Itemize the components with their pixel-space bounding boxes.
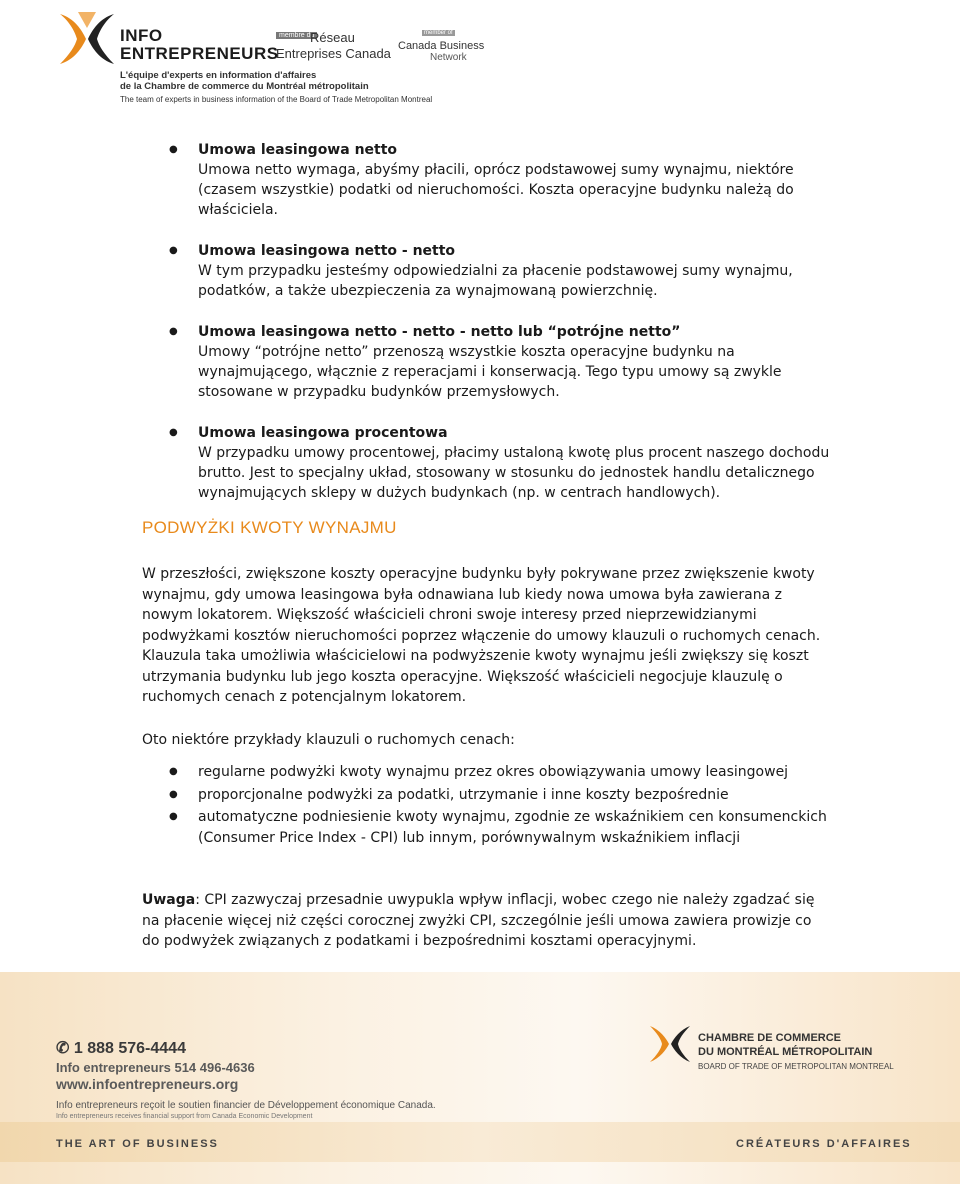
brand-name-line1: INFO <box>120 26 163 45</box>
createurs-slogan: CRÉATEURS D'AFFAIRES <box>736 1138 912 1150</box>
chamber-line2: DU MONTRÉAL MÉTROPOLITAIN <box>698 1046 873 1058</box>
list-item <box>198 140 838 220</box>
footer-local-phone: Info entrepreneurs 514 496-4636 <box>56 1060 255 1075</box>
footer-phone <box>56 1038 186 1058</box>
lease-title: ● Umowa leasingowa procentowa <box>198 425 448 441</box>
page-footer <box>0 972 960 1184</box>
list-item <box>198 322 838 402</box>
chamber-line1: CHAMBRE DE COMMERCE <box>698 1032 841 1044</box>
lease-types-list <box>198 140 838 524</box>
partner2-line2: Network <box>430 52 467 63</box>
list-item <box>198 241 838 301</box>
partner1-small-label: membre du <box>276 32 317 39</box>
footer-website-link[interactable]: www.infoentrepreneurs.org <box>56 1076 239 1092</box>
list-item: ● regularne podwyżki kwoty wynajmu przez okres obowiązywania umowy leasingowej <box>198 762 838 783</box>
lease-description: Umowa netto wymaga, abyśmy płacili, oprócz podstawowej sumy wynajmu, niektóre (czasem wszystkie) podatki od nieruchomości. Koszta operacyjne budynku należą do właściciela. <box>198 162 794 218</box>
tagline-fr-2: de la Chambre de commerce du Montréal métropolitain <box>120 81 369 92</box>
lease-description: W tym przypadku jesteśmy odpowiedzialni za płacenie podstawowej sumy wynajmu, podatków, a także ubezpieczenia za wynajmowaną powierzchnię. <box>198 263 793 299</box>
lease-description: W przypadku umowy procentowej, płacimy ustaloną kwotę plus procent naszego dochodu brutto. Jest to specjalny układ, stosowany w stosunku do jednostek handlu detalicznego wynajmujących sklepy w dużych budynkach (np. w centrach handlowych). <box>198 445 830 501</box>
phone-icon: ✆ <box>56 1040 74 1057</box>
examples-list <box>198 762 838 850</box>
list-item: ● proporcjonalne podwyżki za podatki, utrzymanie i inne koszty bezpośrednie <box>198 785 838 806</box>
lease-title: ● Umowa leasingowa netto - netto - netto lub “potrójne netto” <box>198 324 681 340</box>
note-text: : CPI zazwyczaj przesadnie uwypukla wpływ inflacji, wobec czego nie należy zgadzać się na płacenie więcej niż części corocznej zwyżki CPI, szczególnie jeśli umowa zawiera prowizje co do podwyżek związanych z podatkami i bezpośrednimi kosztami operacyjnymi. <box>142 892 815 949</box>
lease-title: ● Umowa leasingowa netto <box>198 142 398 158</box>
info-entrepreneurs-logo-icon <box>56 8 118 70</box>
chamber-line3: BOARD OF TRADE OF METROPOLITAN MONTREAL <box>698 1062 894 1071</box>
tagline-fr-1: L'équipe d'experts en information d'affaires <box>120 70 317 81</box>
partner2-small-label: member of <box>424 30 453 36</box>
tagline-en: The team of experts in business information of the Board of Trade Metropolitan Montreal <box>120 95 433 104</box>
examples-intro: Oto niektóre przykłady klauzuli o ruchomych cenach: <box>142 732 515 748</box>
partner2-line1: Canada Business <box>398 40 485 52</box>
footer-phone-number: 1 888 576-4444 <box>73 1040 186 1057</box>
art-of-business-slogan: THE ART OF BUSINESS <box>56 1138 219 1150</box>
partner1-line2: Entreprises Canada <box>276 46 391 61</box>
chamber-logo-icon <box>648 1022 692 1066</box>
footer-support-en: Info entrepreneurs receives financial support from Canada Economic Development <box>56 1113 313 1120</box>
partner1-line1: Réseau <box>310 30 355 45</box>
footer-support-fr: Info entrepreneurs reçoit le soutien financier de Développement économique Canada. <box>56 1100 436 1111</box>
note-label: Uwaga <box>142 892 196 908</box>
section-paragraph: W przeszłości, zwiększone koszty operacyjne budynku były pokrywane przez zwiększenie kwoty wynajmu, gdy umowa leasingowa była odnawiana lub kiedy nowa umowa była zawierana z nowym lokatorem. Większość właścicieli chroni swoje interesy przed nieprzewidzianymi podwyżkami kosztów nieruchomości poprzez włączenie do umowy klauzuli o ruchomych cenach. Klauzula taka umożliwia właścicielowi na podwyższenie kwoty wynajmu jeśli zwiększy się koszt utrzymania budynku lub jego koszta operacyjne. Większość właścicieli negocjuje klauzulę o ruchomych cenach z potencjalnym lokatorem. <box>142 566 821 705</box>
lease-description: Umowy “potrójne netto” przenoszą wszystkie koszta operacyjne budynku na wynajmującego, włącznie z reperacjami i konserwacją. Tego typu umowy są zwykle stosowane w przypadku budynków przemysłowych. <box>198 344 782 400</box>
lease-title: ● Umowa leasingowa netto - netto <box>198 243 456 259</box>
list-item <box>198 423 838 503</box>
brand-name-line2: ENTREPRENEURS <box>120 44 279 63</box>
section-heading: PODWYŻKI KWOTY WYNAJMU <box>142 518 397 537</box>
page-header <box>0 0 960 118</box>
note-paragraph <box>142 890 822 952</box>
list-item: ● automatyczne podniesienie kwoty wynajmu, zgodnie ze wskaźnikiem cen konsumenckich (Consumer Price Index - CPI) lub innym, porównywalnym wskaźnikiem inflacji <box>198 807 838 848</box>
